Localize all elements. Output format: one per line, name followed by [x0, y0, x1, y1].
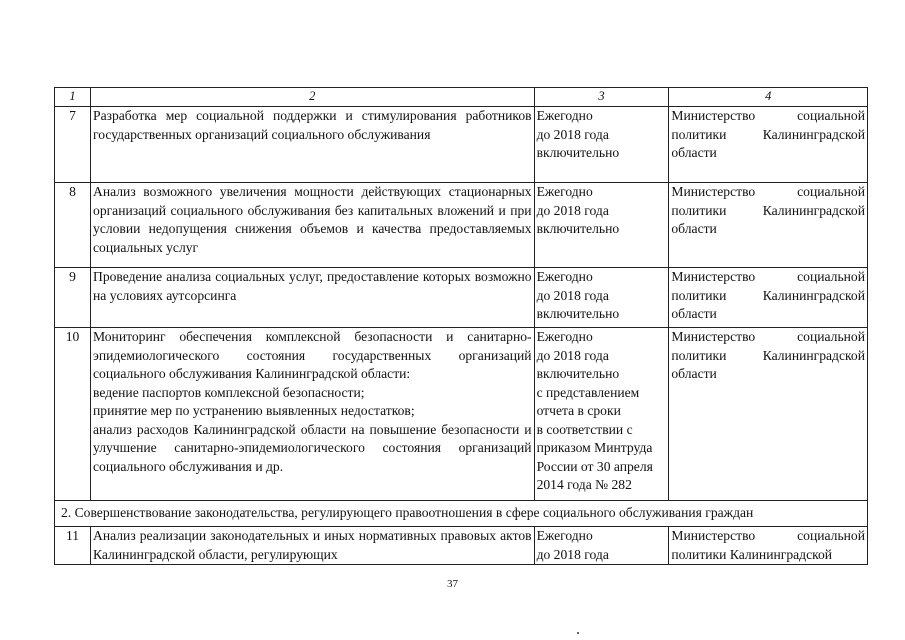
term-line: 2014 года № 282	[536, 477, 632, 492]
row-number: 8	[55, 183, 91, 268]
term-cell	[534, 527, 669, 565]
column-number: 3	[534, 88, 669, 107]
term-line: Ежегодно	[536, 269, 593, 284]
activity-cell	[91, 328, 535, 501]
row-number: 10	[55, 328, 91, 501]
term-cell	[534, 268, 669, 328]
executor-cell: Министерство социальной политики Калининградской	[669, 527, 868, 565]
executor-cell: Министерство социальной политики Калининградской области	[669, 107, 868, 183]
term-line: Ежегодно	[536, 528, 593, 543]
table-row	[55, 328, 868, 501]
term-line: России от 30 апреля	[536, 458, 653, 474]
column-number: 1	[55, 88, 91, 107]
activity-cell: Анализ реализации законодательных и иных нормативных правовых актов Калининградской области, регулирующих	[91, 527, 535, 565]
term-line: Ежегодно	[536, 108, 593, 123]
activity-cell: Разработка мер социальной поддержки и стимулирования работников государственных организаций социального обслуживания	[91, 107, 535, 183]
activity-cell: Проведение анализа социальных услуг, предоставление которых возможно на условиях аутсорсинга	[91, 268, 535, 328]
activity-line: анализ расходов Калининградской области на повышение безопасности и улучшение санитарно-эпидемиологического состояния организаций социального обслуживания и др.	[93, 421, 532, 474]
executor-cell: Министерство социальной политики Калининградской области	[669, 183, 868, 268]
table-row	[55, 183, 868, 268]
executor-cell: Министерство социальной политики Калининградской области	[669, 268, 868, 328]
term-line: включительно	[536, 221, 620, 236]
term-line: до 2018 года	[536, 287, 609, 303]
table-row	[55, 268, 868, 328]
term-cell	[534, 107, 669, 183]
scan-speck	[577, 632, 579, 634]
term-line: включительно	[536, 366, 620, 381]
row-number: 11	[55, 527, 91, 565]
term-line: в соответствии с	[536, 421, 633, 437]
term-line: Ежегодно	[536, 329, 593, 344]
term-line: включительно	[536, 145, 620, 160]
activity-line: ведение паспортов комплексной безопасности;	[93, 384, 365, 400]
program-table	[54, 87, 868, 565]
term-line: включительно	[536, 306, 620, 321]
activity-line: Мониторинг обеспечения комплексной безопасности и санитарно-эпидемиологического состояния государственных организаций социального обслуживания Калининградской области:	[93, 329, 532, 381]
section-row	[55, 501, 868, 527]
column-number: 4	[669, 88, 868, 107]
term-cell	[534, 328, 669, 501]
term-line: отчета в сроки	[536, 403, 621, 418]
term-line: до 2018 года	[536, 202, 609, 218]
column-numbers-row	[55, 88, 868, 107]
page-number: 37	[447, 578, 458, 590]
column-number: 2	[91, 88, 535, 107]
term-cell	[534, 183, 669, 268]
row-number: 7	[55, 107, 91, 183]
term-line: с представлением	[536, 384, 640, 400]
term-line: до 2018 года	[536, 126, 609, 142]
term-line: Ежегодно	[536, 184, 593, 199]
table-row	[55, 527, 868, 565]
section-heading: 2. Совершенствование законодательства, регулирующего правоотношения в сфере социального обслуживания граждан	[55, 501, 868, 527]
term-line: до 2018 года	[536, 546, 609, 562]
row-number: 9	[55, 268, 91, 328]
table-row	[55, 107, 868, 183]
term-line: приказом Минтруда	[536, 440, 653, 455]
activity-line: принятие мер по устранению выявленных недостатков;	[93, 403, 415, 418]
executor-cell: Министерство социальной политики Калининградской области	[669, 328, 868, 501]
activity-cell: Анализ возможного увеличения мощности действующих стационарных организаций социального обслуживания без капитальных вложений и при условии недопущения снижения объемов и качества предоставляемых социальных услуг	[91, 183, 535, 268]
term-line: до 2018 года	[536, 347, 609, 363]
